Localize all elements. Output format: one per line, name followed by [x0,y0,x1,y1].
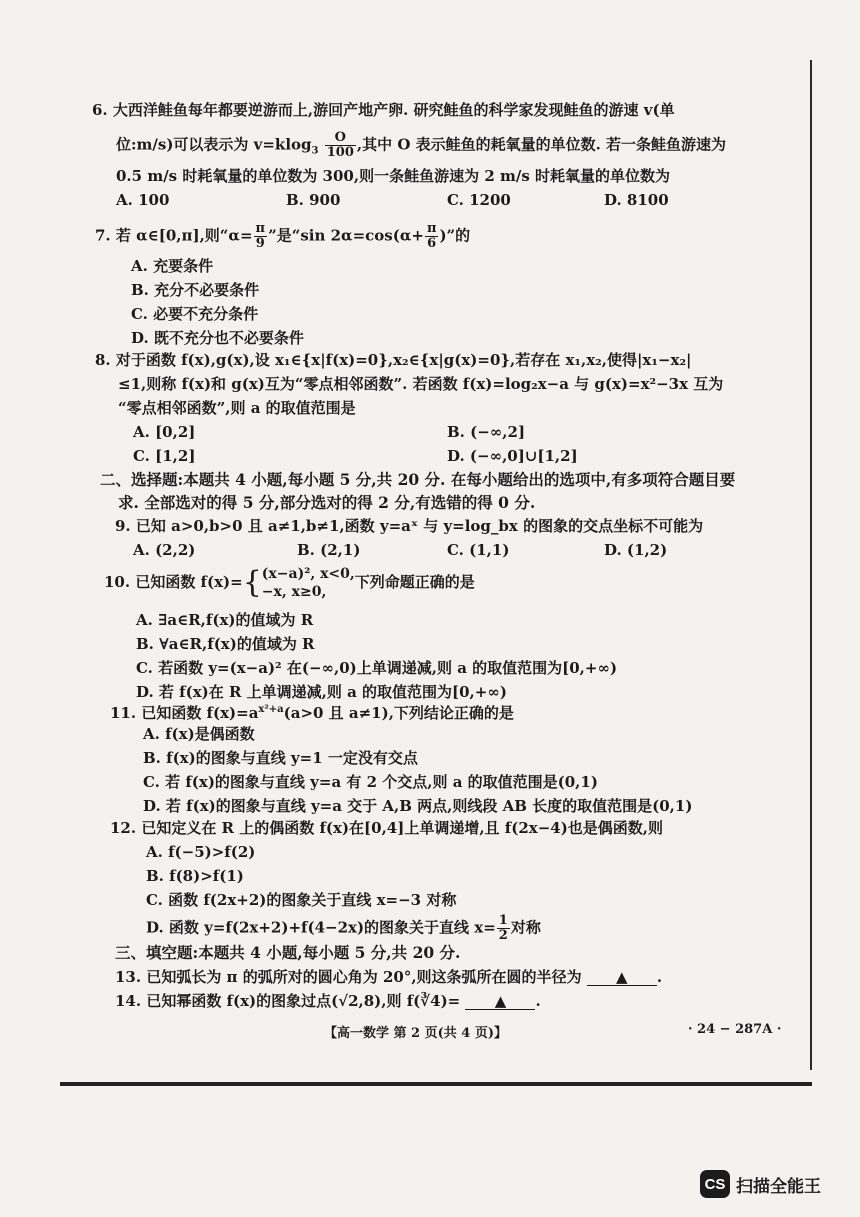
q12-option-d-fraction [497,914,510,943]
q12-option-d-post: 对称 [510,918,541,937]
q8-option-b: B. (−∞,2] [447,423,526,441]
q7-mid: ”是“sin 2α=cos(α+ [268,226,424,245]
q7-stem [95,222,470,251]
q12-option-d [146,914,541,943]
q7-option-a: A. 充要条件 [131,257,214,275]
q10-option-a: A. ∃a∈R,f(x)的值域为 R [136,611,314,629]
q9-option-b: B. (2,1) [297,541,361,559]
q12-option-b: B. f(8)>f(1) [146,867,244,885]
q11-option-a: A. f(x)是偶函数 [143,725,255,743]
q8-option-a: A. [0,2] [133,423,196,441]
q7-option-b: B. 充分不必要条件 [131,281,260,299]
q11-option-d: D. 若 f(x)的图象与直线 y=a 交于 A,B 两点,则线段 AB 长度的取值范围是(0,1) [143,797,693,815]
q7-fraction-1 [254,222,268,251]
q12-frac-den: 2 [498,928,508,943]
section-2-heading-line1: 二、选择题:本题共 4 小题,每小题 5 分,共 20 分. 在每小题给出的选项中,有多项符合题目要 [100,470,736,489]
q13-end: . [656,968,663,986]
q7-frac2-num: π [426,221,437,236]
q6-option-c: C. 1200 [447,191,511,209]
q14-end: . [535,992,541,1010]
q14-answer-blank[interactable] [465,993,535,1010]
q12-option-c: C. 函数 f(2x+2)的图象关于直线 x=−3 对称 [146,891,457,909]
q6-log-base: 3 [311,145,319,157]
page-bottom-rule [60,1082,812,1086]
q10-case-2: −x, x≥0, [261,584,327,600]
q6-option-b: B. 900 [286,191,341,209]
section-3-heading: 三、填空题:本题共 4 小题,每小题 5 分,共 20 分. [115,943,461,962]
q9-option-c: C. (1,1) [447,541,510,559]
q7-option-c: C. 必要不充分条件 [131,305,259,323]
q6-option-d: D. 8100 [604,191,669,209]
q10-post: 下列命题正确的是 [354,573,475,591]
q6-option-a: A. 100 [116,191,170,209]
q6-line3: 0.5 m/s 时耗氧量的单位数为 300,则一条鲑鱼游速为 2 m/s 时耗氧量的单位数为 [116,167,670,185]
q10-case-1: (x−a)², x<0, [261,566,355,582]
section-2-heading-line2: 求. 全部选对的得 5 分,部分选对的得 2 分,有选错的得 0 分. [118,493,536,512]
page-footer: 【高一数学 第 2 页(共 4 页)】 [324,1026,508,1041]
q11-option-b: B. f(x)的图象与直线 y=1 一定没有交点 [143,749,418,767]
q9-option-d: D. (1,2) [604,541,668,559]
q11-exponent: x²+a [258,704,284,715]
q6-line2-pre: 位:m/s)可以表示为 v=klog [116,135,312,154]
q7-post: )”的 [439,226,471,245]
q12-option-d-pre: D. 函数 y=f(2x+2)+f(4−2x)的图象关于直线 x= [146,918,496,937]
q14-text: 14. 已知幂函数 f(x)的图象过点(√2,8),则 f(∛4)= [115,992,461,1010]
q9-stem: 9. 已知 a>0,b>0 且 a≠1,b≠1,函数 y=aˣ 与 y=log_bx 的图象的交点坐标不可能为 [115,517,704,535]
q6-line1: 6. 大西洋鲑鱼每年都要逆游而上,游回产地产卵. 研究鲑鱼的科学家发现鲑鱼的游速 v(单 [92,101,675,119]
scanner-watermark [700,1170,821,1198]
q7-option-d: D. 既不充分也不必要条件 [131,329,304,347]
q10-option-b: B. ∀a∈R,f(x)的值域为 R [136,635,315,653]
q8-line1: 8. 对于函数 f(x),g(x),设 x₁∈{x|f(x)=0},x₂∈{x|g(x)=0},若存在 x₁,x₂,使得|x₁−x₂| [95,351,692,369]
q8-line3: “零点相邻函数”,则 a 的取值范围是 [118,399,356,417]
q10-brace: { [242,565,262,600]
scanner-label: 扫描全能王 [736,1176,821,1197]
q7-pre: 7. 若 α∈[0,π],则“α= [95,226,253,245]
q11-option-c: C. 若 f(x)的图象与直线 y=a 有 2 个交点,则 a 的取值范围是(0,1) [143,773,598,791]
camscanner-logo-icon: CS [700,1170,730,1198]
q6-fraction [325,131,356,160]
q6-frac-num: O [325,131,356,146]
q6-line2 [116,131,726,162]
triangle-marker-icon: ▲ [494,992,507,1010]
q13-answer-blank[interactable] [587,969,657,986]
q13-stem [115,967,662,987]
q7-frac2-den: 6 [427,236,437,251]
q8-line2: ≤1,则称 f(x)和 g(x)互为“零点相邻函数”. 若函数 f(x)=log₂x−a 与 g(x)=x²−3x 互为 [118,375,724,393]
q12-option-a: A. f(−5)>f(2) [146,843,256,861]
q11-stem [110,700,514,723]
triangle-marker-icon: ▲ [616,968,628,986]
q6-frac-den: 100 [326,145,354,160]
q6-line2-post: ,其中 O 表示鲑鱼的耗氧量的单位数. 若一条鲑鱼游速为 [356,135,727,154]
q11-pre: 11. 已知函数 f(x)=a [110,704,259,722]
q10-pre: 10. 已知函数 f(x)= [104,573,243,591]
page-border-vertical [810,60,812,1070]
q7-fraction-2 [425,222,439,251]
q10-stem [104,563,475,601]
q7-frac1-den: 9 [255,236,265,251]
q8-option-c: C. [1,2] [133,447,196,465]
q12-stem: 12. 已知定义在 R 上的偶函数 f(x)在[0,4]上单调递增,且 f(2x−4)也是偶函数,则 [110,819,664,837]
q11-post: (a>0 且 a≠1),下列结论正确的是 [283,704,514,722]
q12-frac-num: 1 [498,913,508,928]
q13-text: 13. 已知弧长为 π 的弧所对的圆心角为 20°,则这条弧所在圆的半径为 [115,968,582,986]
q10-cases [262,565,355,601]
q8-option-d: D. (−∞,0]∪[1,2] [447,447,578,465]
paper-code: · 24 − 287A · [688,1022,782,1037]
q14-stem [115,991,541,1011]
q9-option-a: A. (2,2) [133,541,196,559]
q10-option-c: C. 若函数 y=(x−a)² 在(−∞,0)上单调递减,则 a 的取值范围为[0,+∞) [136,659,618,677]
q7-frac1-num: π [255,221,266,236]
q10-option-d: D. 若 f(x)在 R 上单调递减,则 a 的取值范围为[0,+∞) [136,683,507,701]
